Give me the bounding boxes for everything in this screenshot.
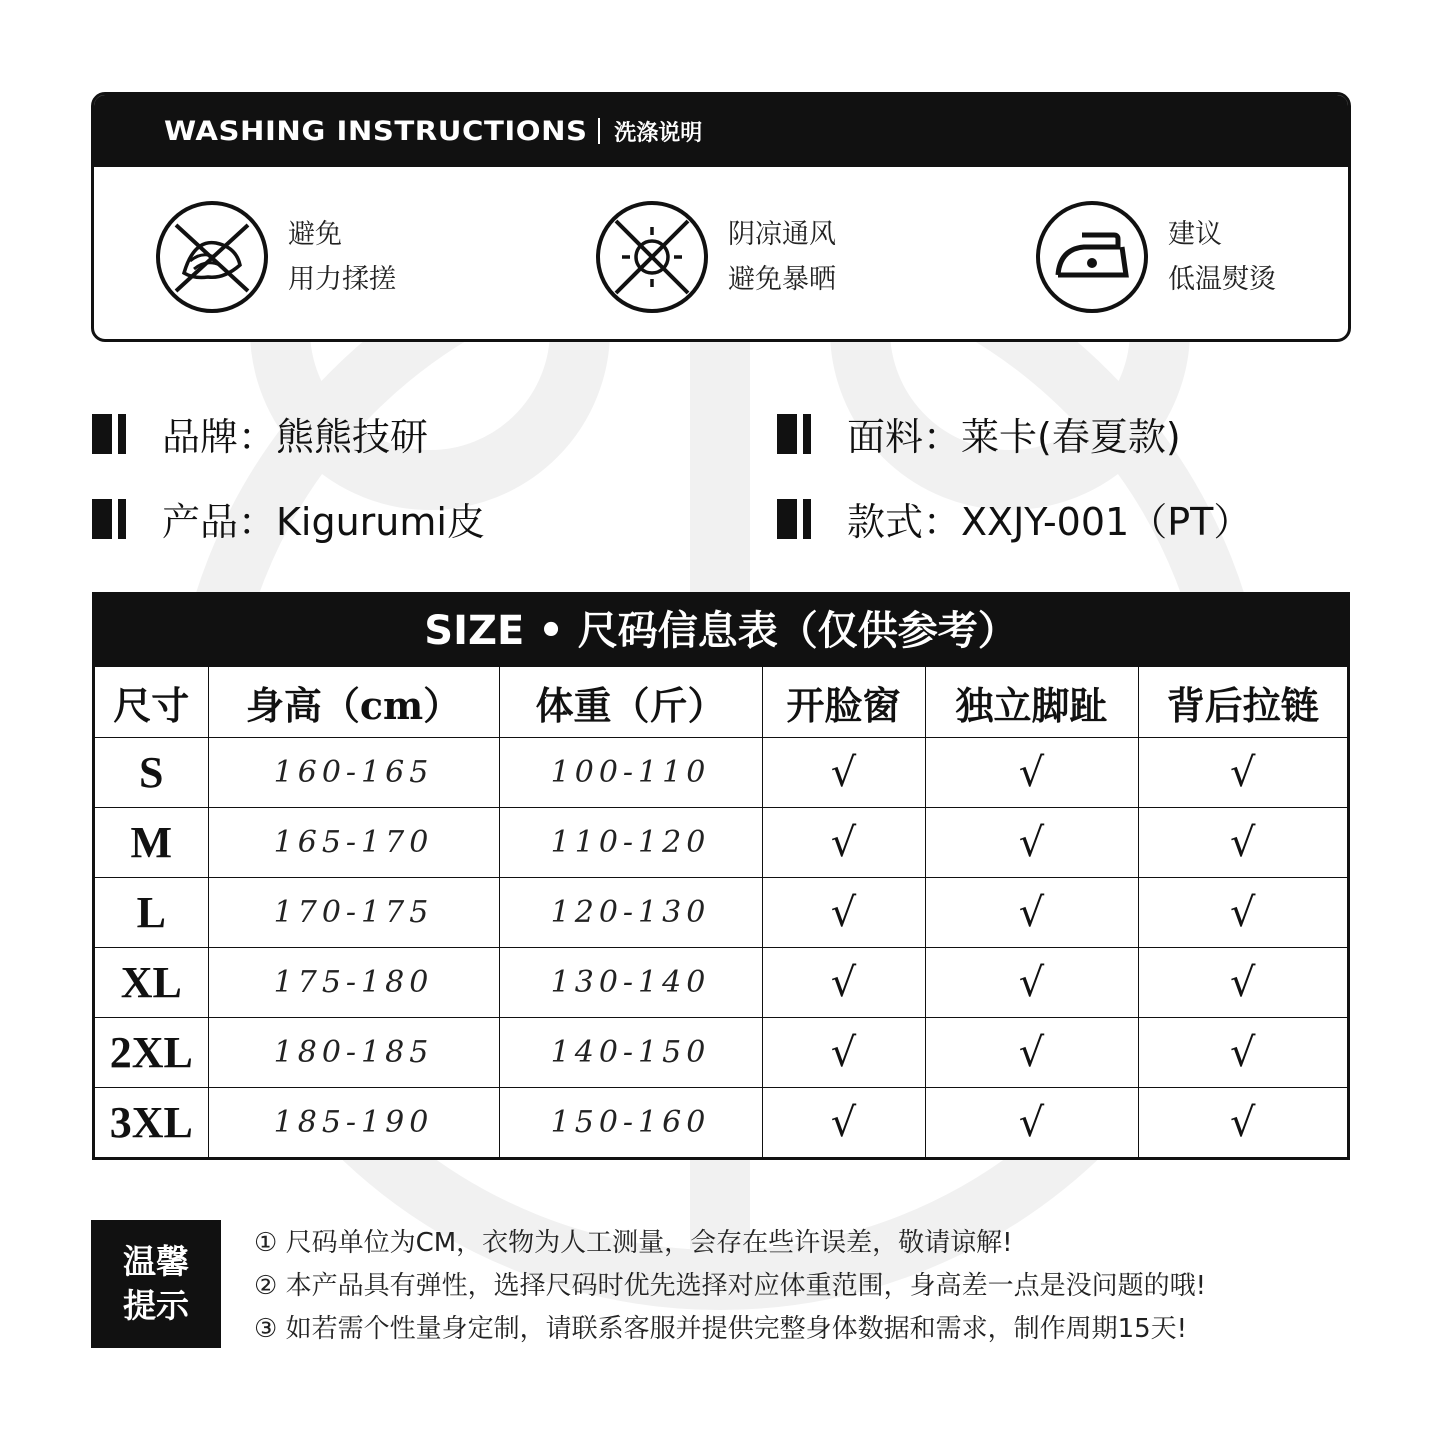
check-mark: √ bbox=[762, 1088, 925, 1158]
wash-text-line1: 阴凉通风 bbox=[728, 219, 836, 250]
size-value: M bbox=[95, 808, 208, 878]
style-text: 款式：XXJY-001（PT） bbox=[847, 500, 1252, 544]
size-table-title: SIZE • 尺码信息表（仅供参考） bbox=[95, 595, 1347, 667]
table-header-row bbox=[95, 667, 1347, 738]
size-grid bbox=[95, 667, 1347, 1157]
tips-list bbox=[254, 1222, 1206, 1351]
brand-text: 品牌：熊熊技研 bbox=[162, 415, 429, 459]
weight-value: 130-140 bbox=[499, 948, 762, 1018]
tip-item: ② 本产品具有弹性，选择尺码时优先选择对应体重范围，身高差一点是没问题的哦! bbox=[254, 1271, 1206, 1301]
info-style bbox=[777, 491, 1251, 546]
check-mark: √ bbox=[925, 948, 1138, 1018]
product-text: 产品：Kigurumi皮 bbox=[162, 500, 485, 544]
weight-value: 150-160 bbox=[499, 1088, 762, 1158]
table-row bbox=[95, 808, 1347, 878]
check-mark: √ bbox=[1138, 878, 1347, 948]
fabric-text: 面料：莱卡(春夏款) bbox=[847, 415, 1181, 459]
height-value: 160-165 bbox=[208, 738, 499, 808]
info-product bbox=[92, 491, 485, 546]
check-mark: √ bbox=[1138, 808, 1347, 878]
wash-text-line1: 避免 bbox=[288, 219, 342, 250]
check-mark: √ bbox=[762, 738, 925, 808]
header-size: 尺寸 bbox=[95, 667, 208, 738]
check-mark: √ bbox=[925, 808, 1138, 878]
wash-text-line2: 低温熨烫 bbox=[1168, 264, 1276, 295]
info-fabric bbox=[777, 406, 1181, 461]
wash-text-line1: 建议 bbox=[1168, 219, 1222, 250]
check-mark: √ bbox=[762, 1018, 925, 1088]
height-value: 170-175 bbox=[208, 878, 499, 948]
size-value: 2XL bbox=[95, 1018, 208, 1088]
size-value: XL bbox=[95, 948, 208, 1018]
table-row bbox=[95, 1018, 1347, 1088]
tips-label bbox=[91, 1220, 221, 1348]
check-mark: √ bbox=[925, 878, 1138, 948]
no-hand-wash-icon bbox=[154, 199, 270, 315]
weight-value: 140-150 bbox=[499, 1018, 762, 1088]
washing-instructions-card bbox=[91, 92, 1351, 342]
header-height: 身高（cm） bbox=[208, 667, 499, 738]
height-value: 165-170 bbox=[208, 808, 499, 878]
no-sun-icon bbox=[594, 199, 710, 315]
wash-item-no-rub bbox=[154, 197, 396, 317]
wash-item-low-iron bbox=[1034, 197, 1276, 317]
check-mark: √ bbox=[925, 1018, 1138, 1088]
header-face-window: 开脸窗 bbox=[762, 667, 925, 738]
bullet-marker bbox=[777, 499, 811, 539]
tips-label-line2: 提示 bbox=[123, 1286, 189, 1325]
check-mark: √ bbox=[762, 948, 925, 1018]
header-toes: 独立脚趾 bbox=[925, 667, 1138, 738]
washing-title-en: WASHING INSTRUCTIONS bbox=[164, 115, 588, 147]
size-value: L bbox=[95, 878, 208, 948]
weight-value: 110-120 bbox=[499, 808, 762, 878]
check-mark: √ bbox=[925, 1088, 1138, 1158]
info-brand bbox=[92, 406, 428, 461]
wash-item-no-sun bbox=[594, 197, 836, 317]
table-row bbox=[95, 1088, 1347, 1158]
weight-value: 120-130 bbox=[499, 878, 762, 948]
height-value: 185-190 bbox=[208, 1088, 499, 1158]
check-mark: √ bbox=[1138, 948, 1347, 1018]
size-value: S bbox=[95, 738, 208, 808]
size-value: 3XL bbox=[95, 1088, 208, 1158]
header-zipper: 背后拉链 bbox=[1138, 667, 1347, 738]
wash-text-line2: 避免暴晒 bbox=[728, 264, 836, 295]
washing-title-cn: 洗涤说明 bbox=[614, 120, 703, 146]
low-iron-icon bbox=[1034, 199, 1150, 315]
weight-value: 100-110 bbox=[499, 738, 762, 808]
washing-header bbox=[94, 95, 1348, 167]
size-table bbox=[92, 592, 1350, 1160]
bullet-marker bbox=[92, 414, 126, 454]
tip-item: ① 尺码单位为CM，衣物为人工测量，会存在些许误差，敬请谅解! bbox=[254, 1228, 1013, 1258]
check-mark: √ bbox=[1138, 738, 1347, 808]
check-mark: √ bbox=[762, 878, 925, 948]
table-row bbox=[95, 738, 1347, 808]
check-mark: √ bbox=[1138, 1018, 1347, 1088]
header-divider bbox=[598, 118, 600, 144]
table-row bbox=[95, 878, 1347, 948]
check-mark: √ bbox=[925, 738, 1138, 808]
table-row bbox=[95, 948, 1347, 1018]
bullet-marker bbox=[92, 499, 126, 539]
tips-label-line1: 温馨 bbox=[123, 1242, 189, 1281]
wash-text-line2: 用力揉搓 bbox=[288, 264, 396, 295]
height-value: 175-180 bbox=[208, 948, 499, 1018]
check-mark: √ bbox=[1138, 1088, 1347, 1158]
tip-item: ③ 如若需个性量身定制，请联系客服并提供完整身体数据和需求，制作周期15天! bbox=[254, 1314, 1188, 1344]
header-weight: 体重（斤） bbox=[499, 667, 762, 738]
bullet-marker bbox=[777, 414, 811, 454]
check-mark: √ bbox=[762, 808, 925, 878]
height-value: 180-185 bbox=[208, 1018, 499, 1088]
